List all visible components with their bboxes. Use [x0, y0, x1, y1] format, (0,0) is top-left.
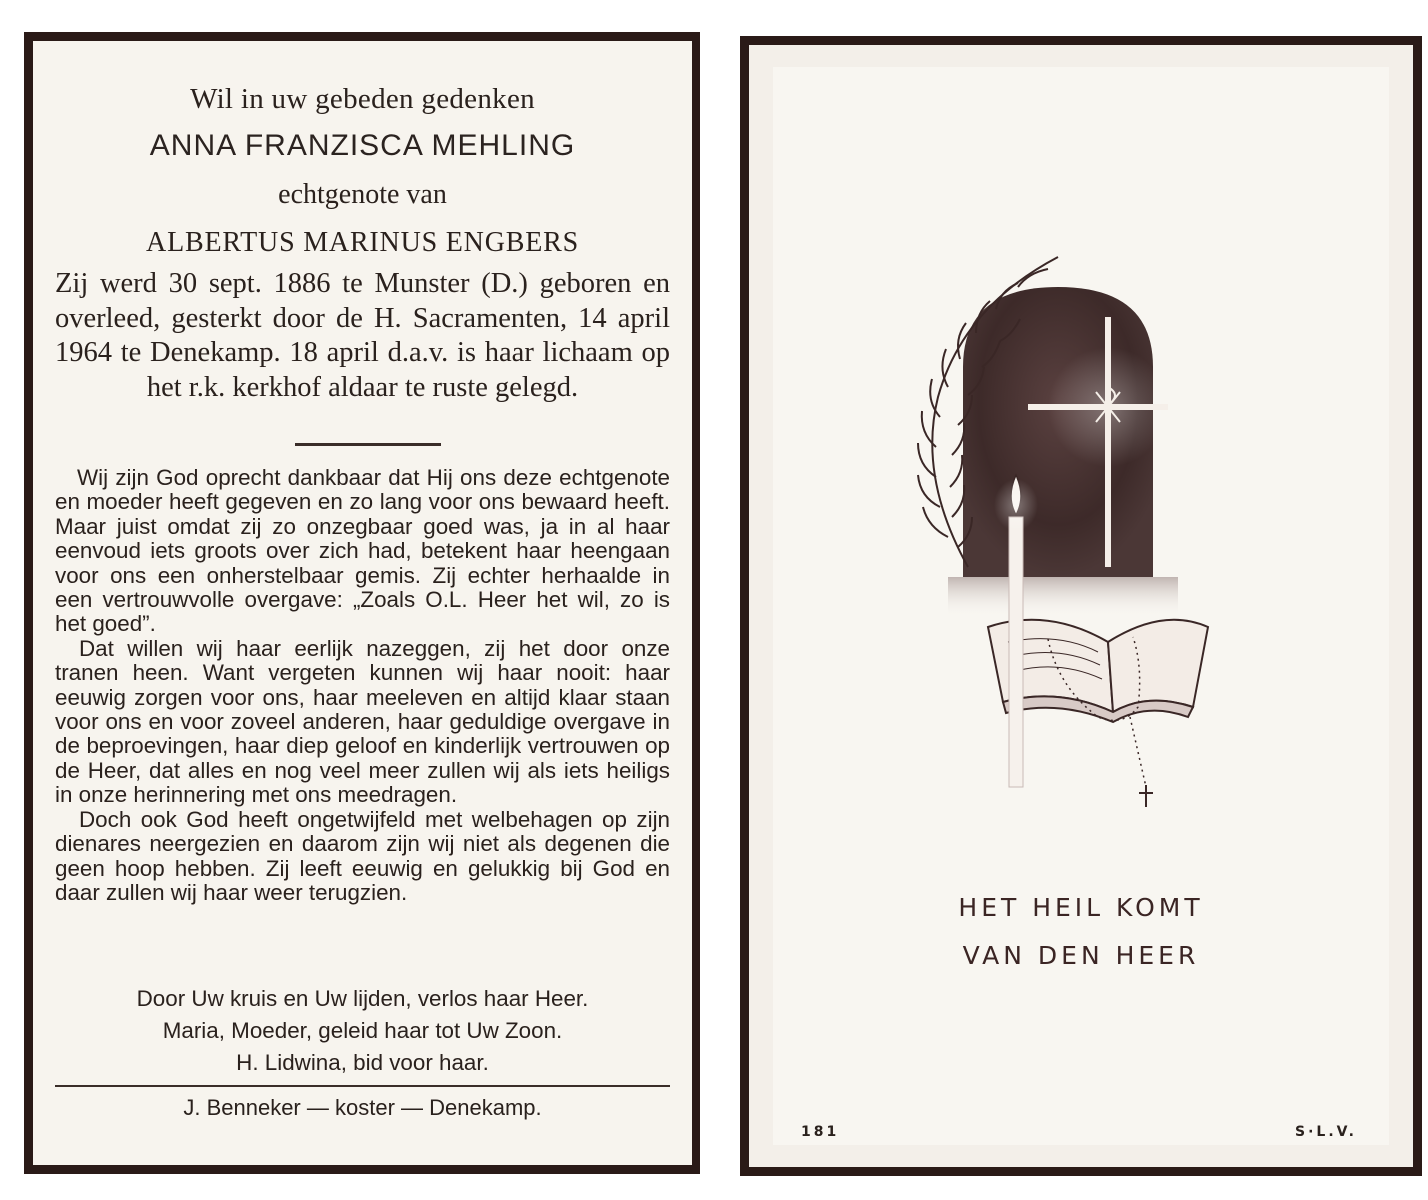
printer-credit: J. Benneker — koster — Denekamp.	[183, 1095, 542, 1120]
image-panel	[773, 67, 1389, 1145]
prayer-line: H. Lidwina, bid voor haar.	[236, 1050, 489, 1075]
devotional-illustration	[908, 247, 1238, 807]
prayer-line: Door Uw kruis en Uw lijden, verlos haar Heer.	[136, 986, 589, 1011]
publisher-mark: S·L.V.	[1295, 1124, 1357, 1140]
rosary-cross-icon	[1139, 785, 1153, 807]
card-number: 181	[801, 1124, 840, 1140]
tribute-paragraph: Doch ook God heeft ongetwijfeld met welbehagen op zijn dienares neergezien en daarom zijn wij niet als degenen die geen hoop hebben. Zij leeft eeuwig en gelukkig bij God en daar zullen wij haar weer terugzien.	[55, 806, 670, 905]
prayer-card-image-side	[740, 36, 1422, 1176]
tribute-text	[55, 466, 670, 905]
prayers-block	[33, 983, 692, 1079]
motto-line-1: HET HEIL KOMT	[958, 893, 1204, 922]
motto-line-2: VAN DEN HEER	[962, 941, 1200, 970]
prayer-line: Maria, Moeder, geleid haar tot Uw Zoon.	[162, 1018, 563, 1043]
divider-short	[295, 443, 441, 446]
deceased-name: ANNA FRANZISCA MEHLING	[149, 129, 576, 162]
tribute-paragraph: Wij zijn God oprecht dankbaar dat Hij ons deze echtgenote en moeder heeft gegeven en zo lang voor ons bewaard heeft. Maar juist omdat zij zo onzegbaar goed was, ja in al haar eenvoud iets groots over zich had, betekent haar heengaan voor ons een onherstelbaar gemis. Zij echter herhaalde in een vertrouwvolle overgave: „Zoals O.L. Heer het wil, zo is het goed”.	[55, 465, 670, 637]
tribute-paragraph: Dat willen wij haar eerlijk nazeggen, zij het door onze tranen heen. Want vergeten kunnen wij haar nooit: haar eeuwig zorgen voor ons, haar meeleven en altijd klaar staan voor ons en voor zoveel anderen, haar geduldige overgave in de beproevingen, haar diep geloof en kinderlijk vertrouwen op de Heer, dat alles en nog veel meer zullen wij als iets heiligs in onze herinnering met ons meedragen.	[55, 635, 670, 808]
intro-line: Wil in uw gebeden gedenken	[190, 83, 535, 115]
divider-long	[55, 1085, 670, 1087]
prayer-card-text-side	[24, 32, 700, 1174]
relation-line: echtgenote van	[278, 179, 447, 210]
biography-paragraph: Zij werd 30 sept. 1886 te Munster (D.) geboren en overleed, gesterkt door de H. Sacramenten, 14 april 1964 te Denekamp. 18 april d.a.v. is haar lichaam op het r.k. kerkhof aldaar te ruste gelegd.	[55, 268, 670, 403]
spouse-name: ALBERTUS MARINUS ENGBERS	[146, 227, 579, 258]
